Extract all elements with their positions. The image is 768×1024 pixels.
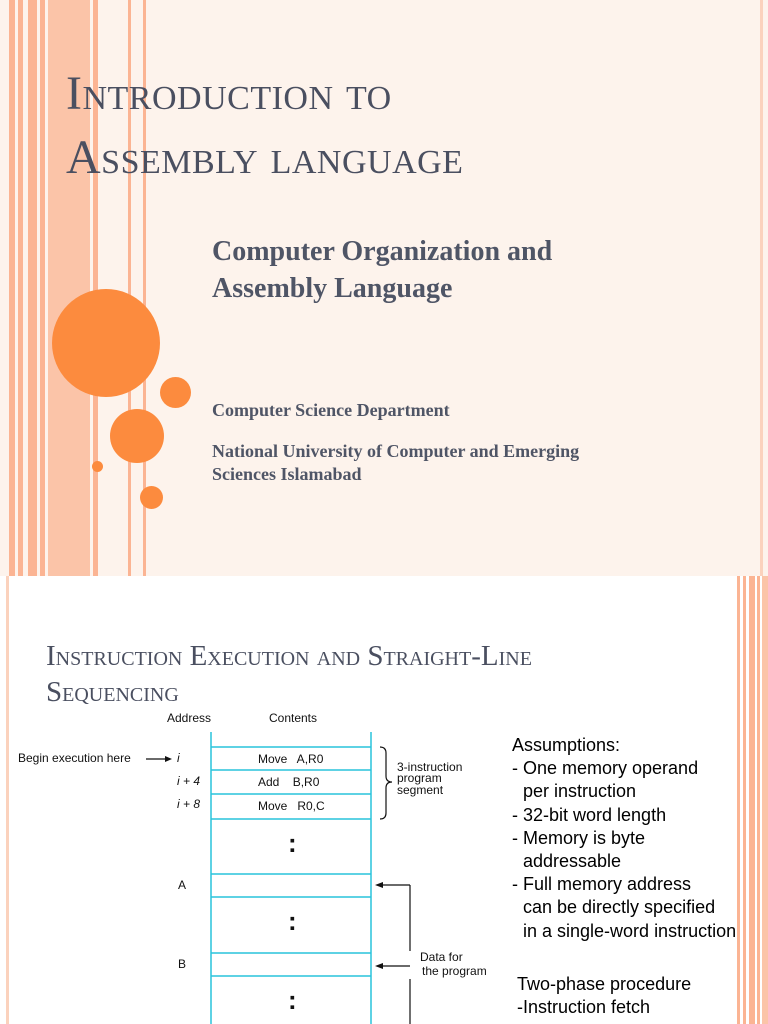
decorative-circle-tiny (92, 461, 103, 472)
two-phase-item: -Instruction fetch (517, 997, 651, 1017)
decorative-stripe (749, 576, 755, 1024)
decorative-stripe (737, 576, 740, 1024)
assumption-item: - Memory is byte (512, 827, 646, 848)
begin-arrow-head (165, 756, 172, 762)
segment-label: 3-instruction (397, 760, 463, 774)
address-label: i + 4 (177, 774, 201, 788)
contents-header: Contents (268, 711, 318, 725)
two-phase-list (517, 973, 691, 1019)
begin-execution-label: Begin execution here (18, 751, 131, 765)
ellipsis: : (288, 906, 297, 936)
address-label: B (178, 957, 187, 971)
assumption-item: - Full memory address (512, 874, 692, 895)
assumption-item: - One memory operand (512, 758, 699, 779)
data-label: the program (422, 964, 487, 978)
segment-brace (380, 747, 392, 819)
decorative-stripe (762, 576, 768, 1024)
university-name (212, 440, 579, 486)
slide-subtitle (212, 233, 552, 307)
assumption-item: addressable (523, 851, 622, 872)
segment-label: segment (397, 783, 444, 797)
decorative-stripe (760, 0, 763, 576)
assumptions-list (512, 734, 736, 943)
slide-title-line1: Introduction to (66, 67, 392, 120)
university-line2: Sciences Islamabad (212, 464, 362, 484)
decorative-circle-small (140, 486, 163, 509)
data-arrow-head (375, 882, 383, 888)
slide-subtitle-line1: Computer Organization and (212, 236, 553, 267)
address-label: i (177, 751, 180, 765)
address-label: A (178, 878, 187, 892)
data-label: Data for (420, 950, 463, 964)
assumption-item: can be directly specified (523, 897, 716, 918)
slide-subtitle-line2: Assembly Language (212, 273, 453, 304)
content-slide (0, 576, 768, 1024)
slide-title-line1: Instruction Execution and Straight-Line (46, 640, 532, 672)
assumption-item: - 32-bit word length (512, 804, 667, 825)
instruction-cell: Move R0,C (258, 799, 325, 813)
memory-diagram (0, 576, 500, 1024)
slide-title (66, 62, 463, 190)
slide-title-line2: Sequencing (46, 676, 179, 708)
decorative-stripe (743, 576, 746, 1024)
assumption-item: Assumptions: (512, 735, 621, 755)
decorative-stripe (757, 576, 760, 1024)
decorative-stripe (28, 0, 37, 576)
decorative-stripe (9, 0, 15, 576)
two-phase-item: Two-phase procedure (517, 974, 692, 994)
decorative-circle-large (52, 289, 160, 397)
decorative-circle-medium (110, 409, 164, 463)
data-arrow-head (375, 963, 383, 969)
segment-label: program (397, 771, 442, 785)
university-line1: National University of Computer and Emerging (212, 441, 580, 461)
decorative-stripe (40, 0, 45, 576)
address-label: i + 8 (177, 797, 201, 811)
assumption-item: per instruction (523, 781, 637, 802)
instruction-cell: Move A,R0 (258, 752, 324, 766)
instruction-cell: Add B,R0 (258, 775, 320, 789)
decorative-stripe (18, 0, 23, 576)
ellipsis: : (288, 985, 297, 1015)
address-header: Address (166, 711, 212, 725)
slide-title-line2: Assembly language (66, 131, 464, 184)
decorative-circle-small (160, 377, 191, 408)
department-name: Computer Science Department (212, 400, 450, 420)
assumption-item: in a single-word instruction (523, 920, 737, 941)
ellipsis: : (288, 828, 297, 858)
